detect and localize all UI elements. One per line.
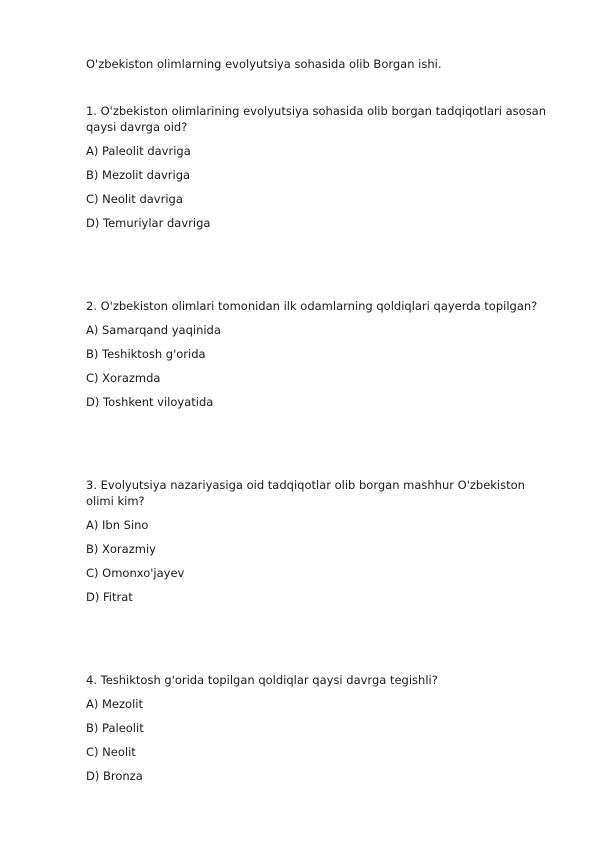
option-b: B) Paleolit [86, 721, 144, 735]
document-title: O'zbekiston olimlarning evolyutsiya sohasida olib Borgan ishi. [86, 57, 442, 71]
option-c: C) Xorazmda [86, 371, 161, 385]
document-page [86, 56, 556, 792]
option-c: C) Neolit [86, 745, 136, 759]
option-a: A) Mezolit [86, 697, 143, 711]
question-text: 3. Evolyutsiya nazariyasiga oid tadqiqotlar olib borgan mashhur O'zbekiston olimi kim? [86, 478, 525, 508]
option-a: A) Samarqand yaqinida [86, 323, 221, 337]
option-d: D) Bronza [86, 769, 143, 783]
question-text: 1. O'zbekiston olimlarining evolyutsiya sohasida olib borgan tadqiqotlari asosan qaysi davrga oid? [86, 104, 547, 134]
option-b: B) Xorazmiy [86, 542, 156, 556]
option-b: B) Teshiktosh g'orida [86, 347, 206, 361]
option-b: B) Mezolit davriga [86, 168, 191, 182]
question-4 [86, 672, 556, 792]
option-d: D) Fitrat [86, 590, 133, 604]
option-d: D) Toshkent viloyatida [86, 395, 214, 409]
option-a: A) Paleolit davriga [86, 144, 191, 158]
option-a: A) Ibn Sino [86, 518, 149, 532]
option-c: C) Omonxo'jayev [86, 566, 185, 580]
question-2 [86, 298, 556, 418]
question-3 [86, 477, 556, 613]
question-text: 2. O'zbekiston olimlari tomonidan ilk odamlarning qoldiqlari qayerda topilgan? [86, 299, 538, 313]
question-1 [86, 103, 556, 239]
option-d: D) Temuriylar davriga [86, 216, 211, 230]
option-c: C) Neolit davriga [86, 192, 183, 206]
question-text: 4. Teshiktosh g'orida topilgan qoldiqlar qaysi davrga tegishli? [86, 673, 438, 687]
